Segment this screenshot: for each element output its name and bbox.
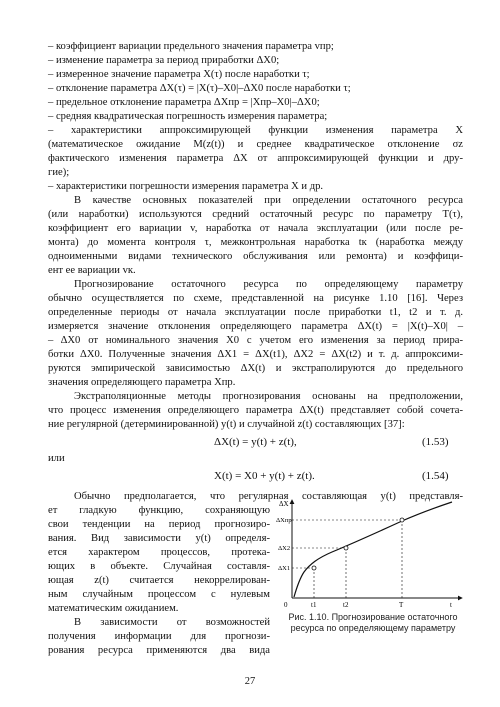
x-label-t: t xyxy=(450,601,452,609)
paragraph-line: значения определяющего параметра Xпр. xyxy=(48,377,236,388)
figure-residual-resource-prediction xyxy=(278,494,468,610)
list-item-error-characteristics: – характеристики погрешности измерения параметра X и др. xyxy=(48,181,324,192)
y-label-dx1: ΔX1 xyxy=(278,565,291,572)
list-item-measured-value: – измеренное значение параметра X(τ) после наработки τ; xyxy=(48,69,310,80)
equation-1-53: ΔX(t) = y(t) + z(t), xyxy=(214,436,297,448)
y-label-dx: ΔX xyxy=(279,500,289,508)
data-point-1 xyxy=(312,566,316,570)
data-point-2 xyxy=(344,546,348,550)
paragraph-line: что процесс изменения определяющего параметра ΔX(t) представляет собой сочета- xyxy=(48,405,463,416)
list-item-deviation: – отклонение параметра ΔX(τ) = |X(τ)–X0|–ΔX0 после наработки τ; xyxy=(48,83,351,94)
paragraph-line: Прогнозирование остаточного ресурса по определяющему параметру xyxy=(74,279,463,290)
list-item-limit-deviation: – предельное отклонение параметра ΔXпр = |Xпр–X0|–ΔX0; xyxy=(48,97,320,108)
paragraph-line: В качестве основных показателей при определении остаточного ресурса xyxy=(74,195,463,206)
list-item-measurement-error: – средняя квадратическая погрешность измерения параметра; xyxy=(48,111,328,122)
paragraph-line: вания. Вид зависимости y(t) определя- xyxy=(48,533,270,544)
paragraph-line: В зависимости от возможностей xyxy=(74,617,270,628)
guide-lines xyxy=(292,520,402,598)
y-label-dx-limit: ΔXпр xyxy=(276,517,292,524)
paragraph-line: обычно осуществляется по схеме, представленной на рисунке 1.10 [16]. Через xyxy=(48,293,463,304)
paragraph-line: ным случайным процессом с нулевым xyxy=(48,589,270,600)
paragraph-line: одноименными видами технического обслуживания или ремонта) и коэффици- xyxy=(48,251,463,262)
x-label-origin: 0 xyxy=(284,601,288,609)
paragraph-line: ющая z(t) считается некоррелирован- xyxy=(48,575,270,586)
equation-1-54: X(t) = X0 + y(t) + z(t). xyxy=(214,470,315,482)
paragraph-line: Обычно предполагается, что регулярная составляющая y(t) представля- xyxy=(74,491,463,502)
paragraph-line: коэффициент его вариации v, наработка от начала эксплуатации (или после ре- xyxy=(48,223,463,234)
x-label-t2: t2 xyxy=(343,601,349,609)
x-label-t1: t1 xyxy=(311,601,317,609)
paragraph-line: ент ее вариации vк. xyxy=(48,265,136,276)
list-item-running-in-change: – изменение параметра за период приработки ΔX0; xyxy=(48,55,280,66)
figure-caption: Рис. 1.10. Прогнозирование остаточного ресурса по определяющему параметру xyxy=(288,612,458,633)
paragraph-line: ет гладкую функцию, сохраняющую xyxy=(48,505,270,516)
paragraph-line: ние регулярной (детерминированной) y(t) и случайной z(t) составляющих [37]: xyxy=(48,419,405,430)
paragraph-line: руются эмпирической зависимостью ΔX(t) и экстраполируются до предельного xyxy=(48,363,463,374)
equation-number: (1.54) xyxy=(422,470,449,482)
paragraph-line: свои тенденции на период прогнозиро- xyxy=(48,519,270,530)
paragraph-line: ботки ΔX0. Полученные значения ΔX1 = ΔX(t1), ΔX2 = ΔX(t2) и т. д. аппроксими- xyxy=(48,349,463,360)
paragraph-line: ется характером процессов, протека- xyxy=(48,547,270,558)
paragraph-line: Экстраполяционные методы прогнозирования основаны на предположении, xyxy=(74,391,463,402)
limit-point xyxy=(400,518,404,522)
paragraph-line: рования ресурса применяются два вида xyxy=(48,645,270,656)
page-number: 27 xyxy=(244,676,256,687)
x-label-T: T xyxy=(399,601,404,609)
paragraph-line: измеряется значение отклонения определяющего параметра ΔX(t) = |X(t)–X0| – xyxy=(48,321,463,332)
text-line: гие); xyxy=(48,167,70,178)
text-line: фактического изменения параметра ΔX от аппроксимирующей функции и дру- xyxy=(48,153,463,164)
equation-number: (1.53) xyxy=(422,436,449,448)
list-item-variation-coefficient: – коэффициент вариации предельного значения параметра vпр; xyxy=(48,41,334,52)
list-item-approx-characteristics: – характеристики аппроксимирующей функции изменения параметра X xyxy=(48,125,463,136)
paragraph-line: получения информации для прогнози- xyxy=(48,631,270,642)
paragraph-line: (или наработки) используются средний остаточный ресурс по параметру T(τ), xyxy=(48,209,463,220)
text-line: (математическое ожидание M(z(t)) и среднее квадратическое отклонение σz xyxy=(48,139,463,150)
text-or: или xyxy=(48,453,65,464)
y-label-dx2: ΔX2 xyxy=(278,545,291,552)
paragraph-line: математическим ожиданием. xyxy=(48,603,179,614)
paragraph-line: монта) до момента контроля τ, межконтрольная наработка tк (наработка между xyxy=(48,237,463,248)
parameter-curve xyxy=(294,502,452,597)
paragraph-line: ющих в объекте. Случайная составля- xyxy=(48,561,270,572)
paragraph-line: – ΔX0 от номинального значения X0 с учетом его изменения за период прира- xyxy=(48,335,463,346)
paragraph-line: определенные периоды от начала эксплуатации после приработки t1, t2 и т. д. xyxy=(48,307,463,318)
